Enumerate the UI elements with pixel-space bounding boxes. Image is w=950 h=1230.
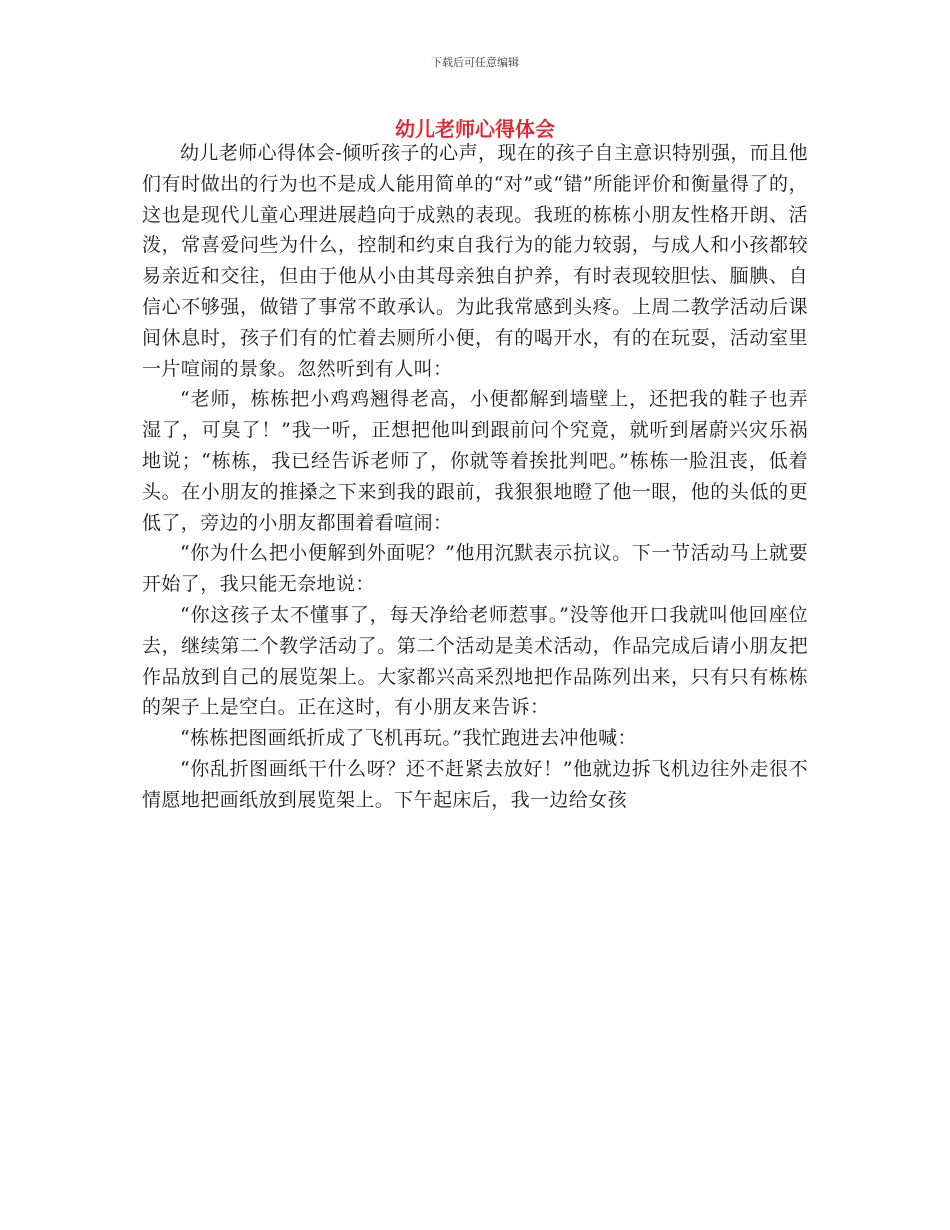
paragraph-3: “你为什么把小便解到外面呢？”他用沉默表示抗议。下一节活动马上就要开始了，我只能无奈地说：	[142, 542, 808, 596]
page-header-note: 下载后可任意编辑	[431, 56, 519, 69]
paragraph-1: 幼儿老师心得体会-倾听孩子的心声，现在的孩子自主意识特别强，而且他们有时做出的行为也不是成人能用简单的“对”或“错”所能评价和衡量得了的，这也是现代儿童心理进展趋向于成熟的表现。我班的栋栋小朋友性格开朗、活泼，常喜爱问些为什么，控制和约束自我行为的能力较弱，与成人和小孩都较易亲近和交往，但由于他从小由其母亲独自护养，有时表现较胆怯、腼腆、自信心不够强，做错了事常不敢承认。为此我常感到头疼。上周二教学活动后课间休息时，孩子们有的忙着去厕所小便，有的喝开水，有的在玩耍，活动室里一片喧闹的景象。忽然听到有人叫：	[142, 142, 808, 380]
paragraph-6: “你乱折图画纸干什么呀？还不赶紧去放好！”他就边拆飞机边往外走很不情愿地把画纸放到展览架上。下午起床后，我一边给女孩	[142, 757, 808, 811]
paragraph-5: “栋栋把图画纸折成了飞机再玩。”我忙跑进去冲他喊：	[180, 727, 637, 750]
paragraph-4: “你这孩子太不懂事了，每天净给老师惹事。”没等他开口我就叫他回座位去，继续第二个教学活动了。第二个活动是美术活动，作品完成后请小朋友把作品放到自己的展览架上。大家都兴高采烈地把作品陈列出来，只有只有栋栋的架子上是空白。正在这时，有小朋友来告诉：	[142, 603, 808, 719]
document-title: 幼儿老师心得体会	[395, 117, 555, 141]
paragraph-2: “老师，栋栋把小鸡鸡翘得老高，小便都解到墙壁上，还把我的鞋子也弄湿了，可臭了！”我一听，正想把他叫到跟前问个究竟，就听到屠蔚兴灾乐祸地说；“栋栋，我已经告诉老师了，你就等着挨批判吧。”栋栋一脸沮丧，低着头。在小朋友的推搡之下来到我的跟前，我狠狠地瞪了他一眼，他的头低的更低了，旁边的小朋友都围着看喧闹：	[142, 388, 808, 534]
document-body	[142, 138, 808, 816]
